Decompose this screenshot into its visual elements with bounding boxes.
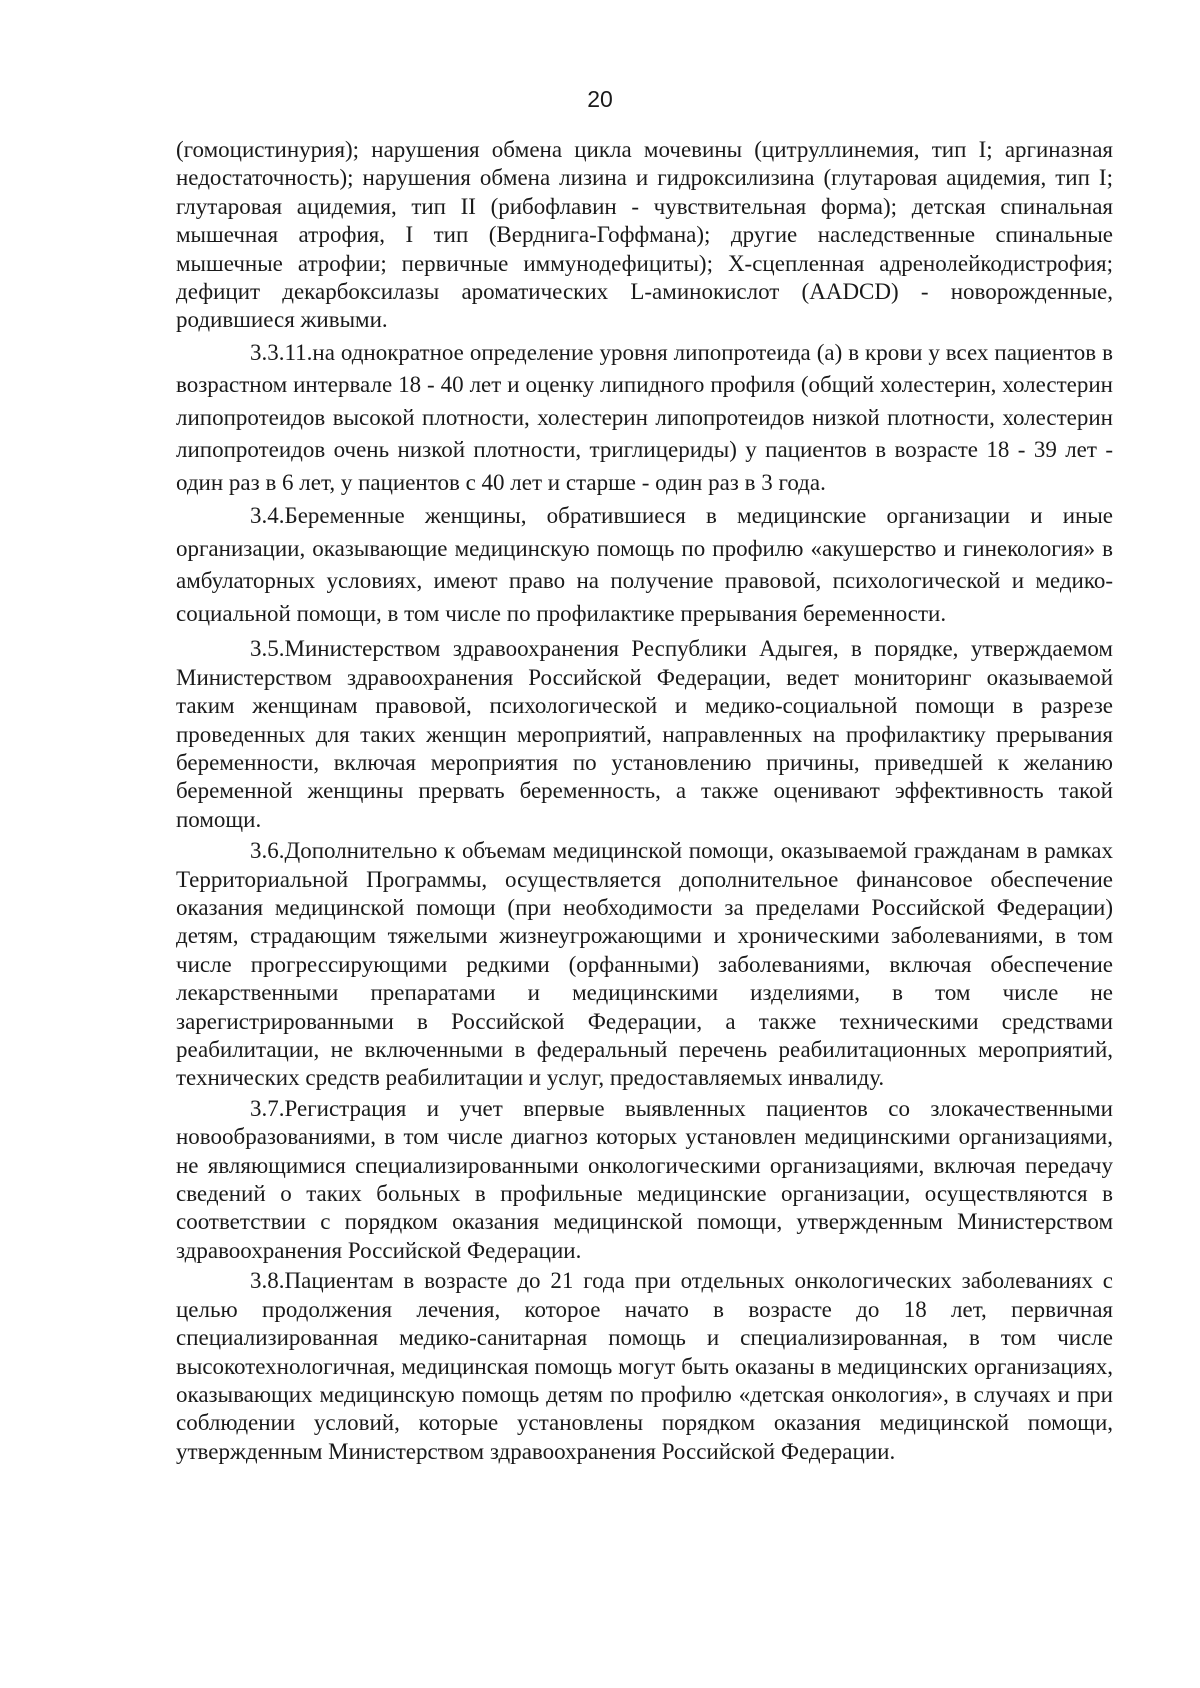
page-number: 20 — [587, 86, 613, 112]
paragraph-3-8: 3.8.Пациентам в возрасте до 21 года при отдельных онкологических заболеваниях с целью продолжения лечения, которое начато в возрасте до 18 лет, первичная специализированная медико-санитарная помощь и специализированная, в том числе высокотехнологичная, медицинская помощь могут быть оказаны в медицинских организациях, оказывающих медицинскую помощь детям по профилю «детская онкология», в случаях и при соблюдении условий, которые установлены порядком оказания медицинской помощи, утвержденным Министерством здравоохранения Российской Федерации. — [176, 1268, 1113, 1464]
paragraph-3-4: 3.4.Беременные женщины, обратившиеся в медицинские организации и иные организации, оказывающие медицинскую помощь по профилю «акушерство и гинекология» в амбулаторных условиях, имеют право на получение правовой, психологической и медико-социальной помощи, в том числе по профилактике прерывания беременности. — [176, 503, 1113, 626]
document-body — [176, 136, 1113, 1466]
paragraph-3-5: 3.5.Министерством здравоохранения Республики Адыгея, в порядке, утверждаемом Министерством здравоохранения Российской Федерации, ведет мониторинг оказываемой таким женщинам правовой, психологической и медико-социальной помощи в разрезе проведенных для таких женщин мероприятий, направленных на профилактику прерывания беременности, включая мероприятия по установлению причины, приведшей к желанию беременной женщины прервать беременность, а также оценивают эффективность такой помощи. — [176, 636, 1113, 832]
paragraph-3-7: 3.7.Регистрация и учет впервые выявленных пациентов со злокачественными новообразованиями, в том числе диагноз которых установлен медицинскими организациями, не являющимися специализированными онкологическими организациями, включая передачу сведений о таких больных в профильные медицинские организации, осуществляются в соответствии с порядком оказания медицинской помощи, утвержденным Министерством здравоохранения Российской Федерации. — [176, 1095, 1113, 1263]
paragraph-neonatal-screening-continuation: (гомоцистинурия); нарушения обмена цикла мочевины (цитруллинемия, тип I; аргиназная недостаточность); нарушения обмена лизина и гидроксилизина (глутаровая ацидемия, тип I; глутаровая ацидемия, тип II (рибофлавин - чувствительная форма); детская спинальная мышечная атрофия, I тип (Верднига-Гоффмана); другие наследственные спинальные мышечные атрофии; первичные иммунодефициты); Х-сцепленная адренолейкодистрофия; дефицит декарбоксилазы ароматических L-аминокислот (AADCD) - новорожденные, родившиеся живыми. — [176, 137, 1113, 333]
paragraph-3-6: 3.6.Дополнительно к объемам медицинской помощи, оказываемой гражданам в рамках Территориальной Программы, осуществляется дополнительное финансовое обеспечение оказания медицинской помощи (при необходимости за пределами Российской Федерации) детям, страдающим тяжелыми жизнеугрожающими и хроническими заболеваниями, в том числе прогрессирующими редкими (орфанными) заболеваниями, включая обеспечение лекарственными препаратами и медицинскими изделиями, в том числе не зарегистрированными в Российской Федерации, а также техническими средствами реабилитации, не включенными в федеральный перечень реабилитационных мероприятий, технических средств реабилитации и услуг, предоставляемых инвалиду. — [176, 838, 1113, 1091]
paragraph-3-3-11: 3.3.11.на однократное определение уровня липопротеида (а) в крови у всех пациентов в возрастном интервале 18 - 40 лет и оценку липидного профиля (общий холестерин, холестерин липопротеидов высокой плотности, холестерин липопротеидов низкой плотности, холестерин липопротеидов очень низкой плотности, триглицериды) у пациентов в возрасте 18 - 39 лет - один раз в 6 лет, у пациентов с 40 лет и старше - один раз в 3 года. — [176, 339, 1113, 495]
